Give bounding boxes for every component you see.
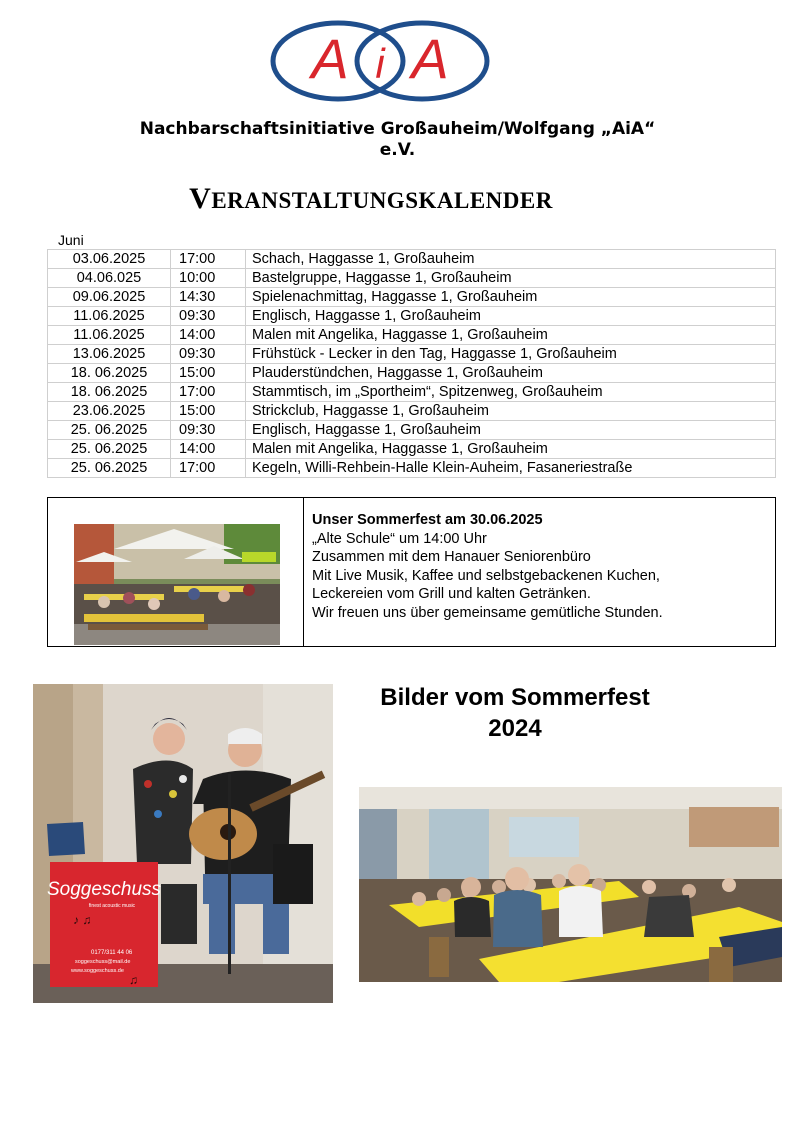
banner-brand: Soggeschuss — [46, 879, 162, 900]
org-suffix: e.V. — [379, 140, 416, 160]
event-time: 17:00 — [171, 250, 246, 269]
event-time: 14:30 — [171, 288, 246, 307]
event-time: 09:30 — [171, 345, 246, 364]
title-initial: V — [189, 182, 212, 215]
banner-phone: 0177/311 44 06 — [91, 950, 133, 956]
event-time: 17:00 — [171, 383, 246, 402]
event-row — [48, 288, 776, 307]
event-date: 18. 06.2025 — [48, 383, 171, 402]
event-time: 14:00 — [171, 326, 246, 345]
event-date: 09.06.2025 — [48, 288, 171, 307]
sommerfest-line-1: „Alte Schule“ um 14:00 Uhr — [312, 530, 487, 547]
event-time: 10:00 — [171, 269, 246, 288]
event-date: 13.06.2025 — [48, 345, 171, 364]
sommerfest-headline: Unser Sommerfest am 30.06.2025 — [312, 512, 543, 528]
event-date: 18. 06.2025 — [48, 364, 171, 383]
event-time: 09:30 — [171, 421, 246, 440]
org-name: Nachbarschaftsinitiative Großauheim/Wolfgang „AiA“ — [139, 119, 656, 139]
event-row — [48, 250, 776, 269]
banner-tagline: finest acoustic music — [88, 903, 136, 909]
sommerfest-text — [312, 511, 663, 622]
event-row — [48, 383, 776, 402]
sommerfest-line-4: Leckereien vom Grill und kalten Getränken. — [312, 586, 591, 602]
event-name: Stammtisch, im „Sportheim“, Spitzenweg, Großauheim — [246, 383, 776, 402]
event-row — [48, 269, 776, 288]
event-row — [48, 459, 776, 478]
event-date: 23.06.2025 — [48, 402, 171, 421]
event-name: Frühstück - Lecker in den Tag, Haggasse 1, Großauheim — [246, 345, 776, 364]
event-time: 15:00 — [171, 364, 246, 383]
event-name: Bastelgruppe, Haggasse 1, Großauheim — [246, 269, 776, 288]
event-date: 11.06.2025 — [48, 326, 171, 345]
event-time: 15:00 — [171, 402, 246, 421]
event-date: 25. 06.2025 — [48, 421, 171, 440]
event-name: Schach, Haggasse 1, Großauheim — [246, 250, 776, 269]
event-date: 25. 06.2025 — [48, 459, 171, 478]
music-note-icon: ♪ ♫ — [73, 913, 92, 927]
sommerfest-line-3: Mit Live Musik, Kaffee und selbstgebackenen Kuchen, — [312, 567, 660, 584]
banner-email: soggeschuss@mail.de — [75, 959, 131, 965]
event-name: Strickclub, Haggasse 1, Großauheim — [246, 402, 776, 421]
musicians-photo — [33, 684, 333, 1003]
event-date: 03.06.2025 — [48, 250, 171, 269]
music-note-icon-2: ♫ — [129, 973, 138, 987]
event-name: Spielenachmittag, Haggasse 1, Großauheim — [246, 288, 776, 307]
sommerfest-line-2: Zusammen mit dem Hanauer Seniorenbüro — [312, 549, 591, 565]
bilder-year: 2024 — [488, 715, 542, 742]
hall-photo — [359, 787, 782, 982]
banner-web: www.soggeschuss.de — [71, 968, 124, 974]
event-name: Plauderstündchen, Haggasse 1, Großauheim — [246, 364, 776, 383]
event-time: 09:30 — [171, 307, 246, 326]
logo-letter-a-left: A — [311, 27, 349, 90]
event-row — [48, 307, 776, 326]
logo-letter-a-right: A — [411, 27, 449, 90]
event-date: 11.06.2025 — [48, 307, 171, 326]
sommerfest-photo — [74, 524, 280, 645]
event-calendar-table — [47, 249, 776, 478]
event-row — [48, 421, 776, 440]
page-title — [0, 182, 742, 216]
event-name: Englisch, Haggasse 1, Großauheim — [246, 421, 776, 440]
event-time: 17:00 — [171, 459, 246, 478]
event-row — [48, 345, 776, 364]
bilder-heading: Bilder vom Sommerfest — [380, 684, 650, 711]
aia-logo — [268, 18, 492, 104]
event-row — [48, 326, 776, 345]
event-time: 14:00 — [171, 440, 246, 459]
event-date: 04.06.025 — [48, 269, 171, 288]
title-rest: ERANSTALTUNGSKALENDER — [211, 188, 553, 213]
logo-letter-i: i — [375, 40, 385, 87]
event-name: Malen mit Angelika, Haggasse 1, Großauheim — [246, 440, 776, 459]
event-row — [48, 402, 776, 421]
event-row — [48, 440, 776, 459]
event-name: Malen mit Angelika, Haggasse 1, Großauheim — [246, 326, 776, 345]
event-date: 25. 06.2025 — [48, 440, 171, 459]
event-name: Kegeln, Willi-Rehbein-Halle Klein-Auheim, Fasaneriestraße — [246, 459, 776, 478]
sommerfest-divider — [303, 498, 304, 646]
month-label: Juni — [58, 232, 84, 248]
event-row — [48, 364, 776, 383]
sommerfest-box — [47, 497, 776, 647]
sommerfest-line-5: Wir freuen uns über gemeinsame gemütliche Stunden. — [312, 604, 663, 621]
event-name: Englisch, Haggasse 1, Großauheim — [246, 307, 776, 326]
